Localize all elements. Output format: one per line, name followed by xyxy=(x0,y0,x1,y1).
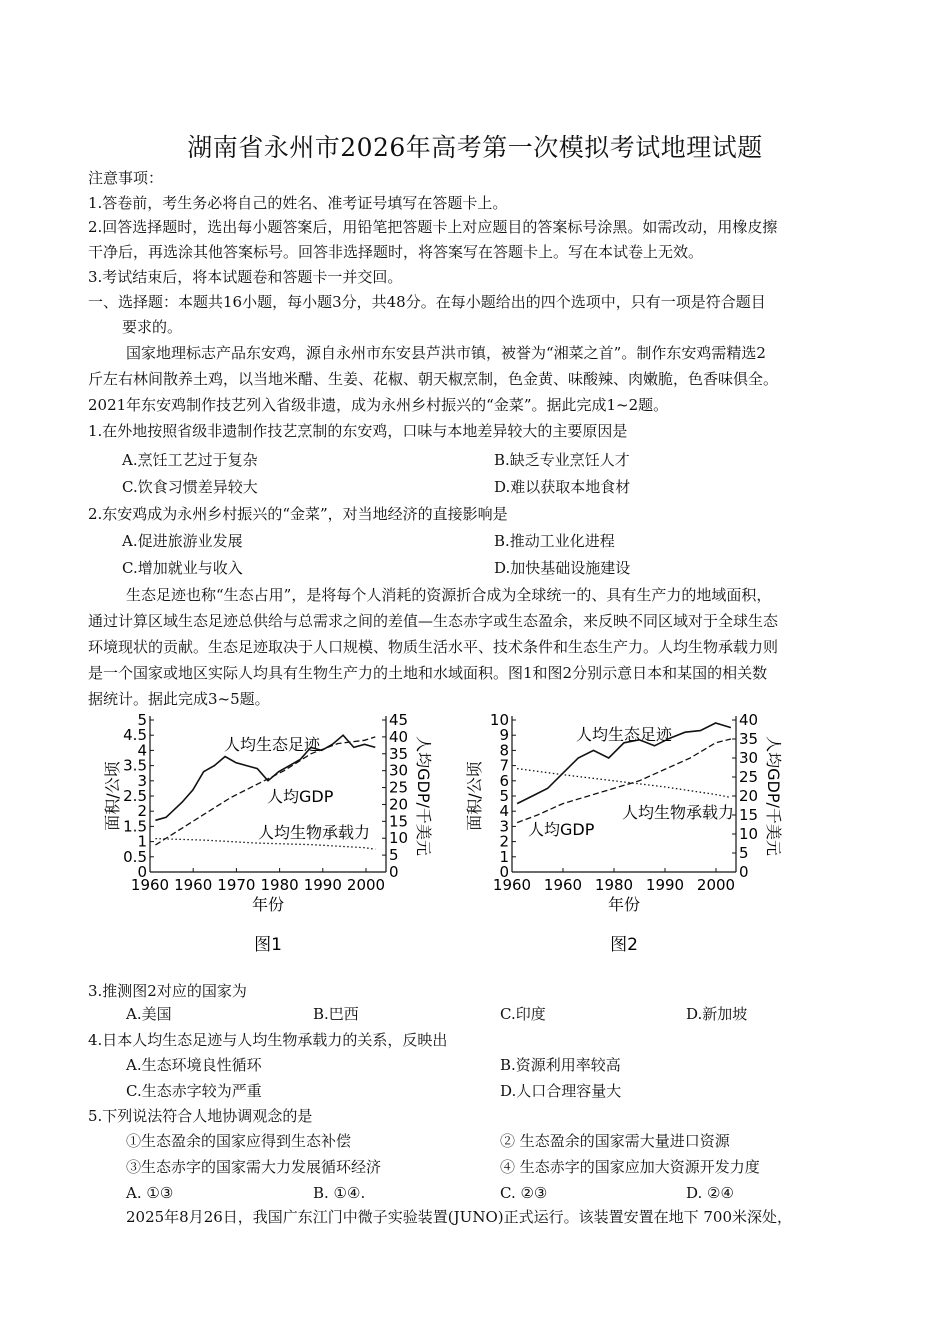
option-d[interactable]: D. ②④ xyxy=(686,1184,734,1202)
notice-item: 1.答卷前，考生务必将自己的姓名、准考证号填写在答题卡上。 xyxy=(88,194,508,212)
passage-line: 通过计算区域生态足迹总供给与总需求之间的差值—生态赤字或生态盈余，来反映不同区域对于全球生态 xyxy=(88,612,779,630)
left-axis-title: 面积/公顷 xyxy=(103,761,122,831)
figure-caption: 图1 xyxy=(254,935,282,955)
left-tick-label: 0 xyxy=(137,863,147,881)
notice-heading: 注意事项： xyxy=(88,169,164,187)
left-tick-label: 1.5 xyxy=(123,817,147,836)
right-tick-label: 0 xyxy=(739,863,749,881)
right-tick-label: 15 xyxy=(389,812,409,831)
notice-item: 2.回答选择题时，选出每小题答案后，用铅笔把答题卡上对应题目的答案标号涂黑。如需改动，用橡皮擦 xyxy=(88,218,778,236)
right-tick-label: 10 xyxy=(389,829,409,848)
figure-2-chart xyxy=(465,708,810,958)
question-stem: 3.推测图2对应的国家为 xyxy=(88,982,247,1000)
right-tick-label: 15 xyxy=(739,806,759,824)
right-tick-label: 25 xyxy=(389,778,409,797)
option-c[interactable]: C.印度 xyxy=(500,1005,546,1023)
option-a[interactable]: A. ①③ xyxy=(126,1184,174,1202)
x-tick-label: 1970 xyxy=(217,876,256,894)
x-tick-label: 1980 xyxy=(260,876,299,894)
figure-1-chart xyxy=(92,708,432,958)
statement-3: ③生态赤字的国家需大力发展循环经济 xyxy=(126,1158,382,1176)
right-tick-label: 5 xyxy=(739,844,749,862)
option-a[interactable]: A.促进旅游业发展 xyxy=(122,532,243,550)
left-tick-label: 2 xyxy=(499,832,509,851)
x-tick-label: 1960 xyxy=(130,876,170,894)
option-b[interactable]: B. ①④. xyxy=(313,1184,366,1202)
left-tick-label: 4 xyxy=(499,802,509,821)
series-label: 人均GDP xyxy=(528,820,595,839)
right-tick-label: 25 xyxy=(739,768,759,786)
x-tick-label: 1990 xyxy=(303,876,342,894)
section-heading: 一、选择题：本题共16小题，每小题3分，共48分。在每小题给出的四个选项中，只有一项是符合题目 xyxy=(88,293,766,311)
right-axis-title: 人均GDP/千美元 xyxy=(414,736,433,856)
statement-1: ①生态盈余的国家应得到生态补偿 xyxy=(126,1132,352,1150)
right-tick-label: 35 xyxy=(389,744,409,763)
left-tick-label: 10 xyxy=(489,711,509,729)
left-tick-label: 9 xyxy=(499,726,509,745)
x-tick-label: 1980 xyxy=(594,876,634,894)
x-tick-label: 1990 xyxy=(645,876,685,894)
x-tick-label: 1960 xyxy=(543,876,583,894)
statement-4: ④ 生态赤字的国家应加大资源开发力度 xyxy=(500,1158,760,1176)
left-tick-label: 1 xyxy=(499,847,509,866)
option-c[interactable]: C.生态赤字较为严重 xyxy=(126,1082,262,1100)
option-b[interactable]: B.资源利用率较高 xyxy=(500,1056,621,1074)
notice-item: 干净后，再选涂其他答案标号。回答非选择题时，将答案写在答题卡上。写在本试卷上无效。 xyxy=(88,243,704,261)
statement-2: ② 生态盈余的国家需大量进口资源 xyxy=(500,1132,730,1150)
question-stem: 4.日本人均生态足迹与人均生物承载力的关系，反映出 xyxy=(88,1031,448,1049)
notice-item: 3.考试结束后，将本试题卷和答题卡一并交回。 xyxy=(88,268,403,286)
page-title: 湖南省永州市2026年高考第一次模拟考试地理试题 xyxy=(187,133,763,162)
passage-line: 2025年8月26日，我国广东江门中微子实验装置(JUNO)正式运行。该装置安置在地下 700米深处， xyxy=(126,1208,792,1226)
left-tick-label: 4 xyxy=(137,741,147,760)
x-axis-title: 年份 xyxy=(251,895,285,914)
option-d[interactable]: D.新加坡 xyxy=(686,1005,748,1023)
left-tick-label: 8 xyxy=(499,741,509,760)
option-b[interactable]: B.推动工业化进程 xyxy=(494,532,615,550)
passage-line: 是一个国家或地区实际人均具有生物生产力的土地和水域面积。图1和图2分别示意日本和某国的相关数 xyxy=(88,664,768,682)
right-tick-label: 30 xyxy=(739,749,759,767)
option-d[interactable]: D.人口合理容量大 xyxy=(500,1082,622,1100)
right-tick-label: 30 xyxy=(389,761,409,780)
option-a[interactable]: A.美国 xyxy=(126,1005,172,1023)
right-tick-label: 5 xyxy=(389,846,399,865)
right-tick-label: 0 xyxy=(389,863,399,881)
right-tick-label: 20 xyxy=(389,795,409,814)
passage-line: 2021年东安鸡制作技艺列入省级非遗，成为永州乡村振兴的“金菜”。据此完成1~2题。 xyxy=(88,396,669,414)
passage-line: 国家地理标志产品东安鸡，源自永州市东安县芦洪市镇，被誉为“湘菜之首”。制作东安鸡需精选2 xyxy=(126,344,766,362)
option-c[interactable]: C. ②③ xyxy=(500,1184,548,1202)
right-axis-title: 人均GDP/千美元 xyxy=(764,736,783,856)
left-tick-label: 2.5 xyxy=(123,787,147,805)
x-axis-title: 年份 xyxy=(607,895,641,914)
section-heading-cont: 要求的。 xyxy=(122,318,183,336)
right-tick-label: 40 xyxy=(739,711,759,729)
left-axis-title: 面积/公顷 xyxy=(465,761,484,831)
right-tick-label: 35 xyxy=(739,730,759,748)
right-tick-label: 10 xyxy=(739,825,759,843)
right-tick-label: 20 xyxy=(739,787,759,805)
left-tick-label: 1 xyxy=(137,832,147,851)
option-a[interactable]: A.生态环境良性循环 xyxy=(126,1056,262,1074)
left-tick-label: 3 xyxy=(137,771,147,790)
left-tick-label: 3.5 xyxy=(123,756,147,775)
passage-line: 生态足迹也称“生态占用”，是将每个人消耗的资源折合成为全球统一的、具有生产力的地域面积， xyxy=(126,586,772,604)
series-label: 人均生态足迹 xyxy=(576,725,673,744)
x-tick-label: 1960 xyxy=(174,876,213,894)
right-tick-label: 40 xyxy=(389,727,409,746)
passage-line: 斤左右林间散养土鸡，以当地米醋、生姜、花椒、朝天椒烹制，色金黄、味酸辣、肉嫩脆，色香味俱全。 xyxy=(88,370,779,388)
option-d[interactable]: D.加快基础设施建设 xyxy=(494,559,631,577)
right-tick-label: 45 xyxy=(389,711,409,729)
x-tick-label: 2000 xyxy=(346,876,386,894)
passage-line: 据统计。据此完成3~5题。 xyxy=(88,690,270,708)
left-tick-label: 0.5 xyxy=(123,847,147,866)
series-label: 人均GDP xyxy=(267,787,334,806)
question-stem: 1.在外地按照省级非遗制作技艺烹制的东安鸡，口味与本地差异较大的主要原因是 xyxy=(88,422,628,440)
left-tick-label: 5 xyxy=(137,711,147,729)
x-tick-label: 1960 xyxy=(492,876,532,894)
option-b[interactable]: B.巴西 xyxy=(313,1005,359,1023)
option-d[interactable]: D.难以获取本地食材 xyxy=(494,478,631,496)
left-tick-label: 7 xyxy=(499,756,509,775)
left-tick-label: 5 xyxy=(499,787,509,805)
series-label: 人均生物承载力 xyxy=(622,803,735,822)
series-label: 人均生物承载力 xyxy=(258,823,371,842)
option-c[interactable]: C.饮食习惯差异较大 xyxy=(122,478,258,496)
question-stem: 2.东安鸡成为永州乡村振兴的“金菜”，对当地经济的直接影响是 xyxy=(88,505,508,523)
option-a[interactable]: A.烹饪工艺过于复杂 xyxy=(122,451,258,469)
figure-caption: 图2 xyxy=(610,935,638,955)
question-stem: 5.下列说法符合人地协调观念的是 xyxy=(88,1107,313,1125)
left-tick-label: 0 xyxy=(499,863,509,881)
left-tick-label: 3 xyxy=(499,817,509,836)
left-tick-label: 4.5 xyxy=(123,726,147,745)
left-tick-label: 6 xyxy=(499,771,509,790)
option-b[interactable]: B.缺乏专业烹饪人才 xyxy=(494,451,630,469)
series-label: 人均生态足迹 xyxy=(224,735,321,754)
option-c[interactable]: C.增加就业与收入 xyxy=(122,559,243,577)
left-tick-label: 2 xyxy=(137,802,147,821)
passage-line: 环境现状的贡献。生态足迹取决于人口规模、物质生活水平、技术条件和生态生产力。人均生物承载力则 xyxy=(88,638,779,656)
series-line-dotted xyxy=(517,769,731,798)
x-tick-label: 2000 xyxy=(696,876,736,894)
